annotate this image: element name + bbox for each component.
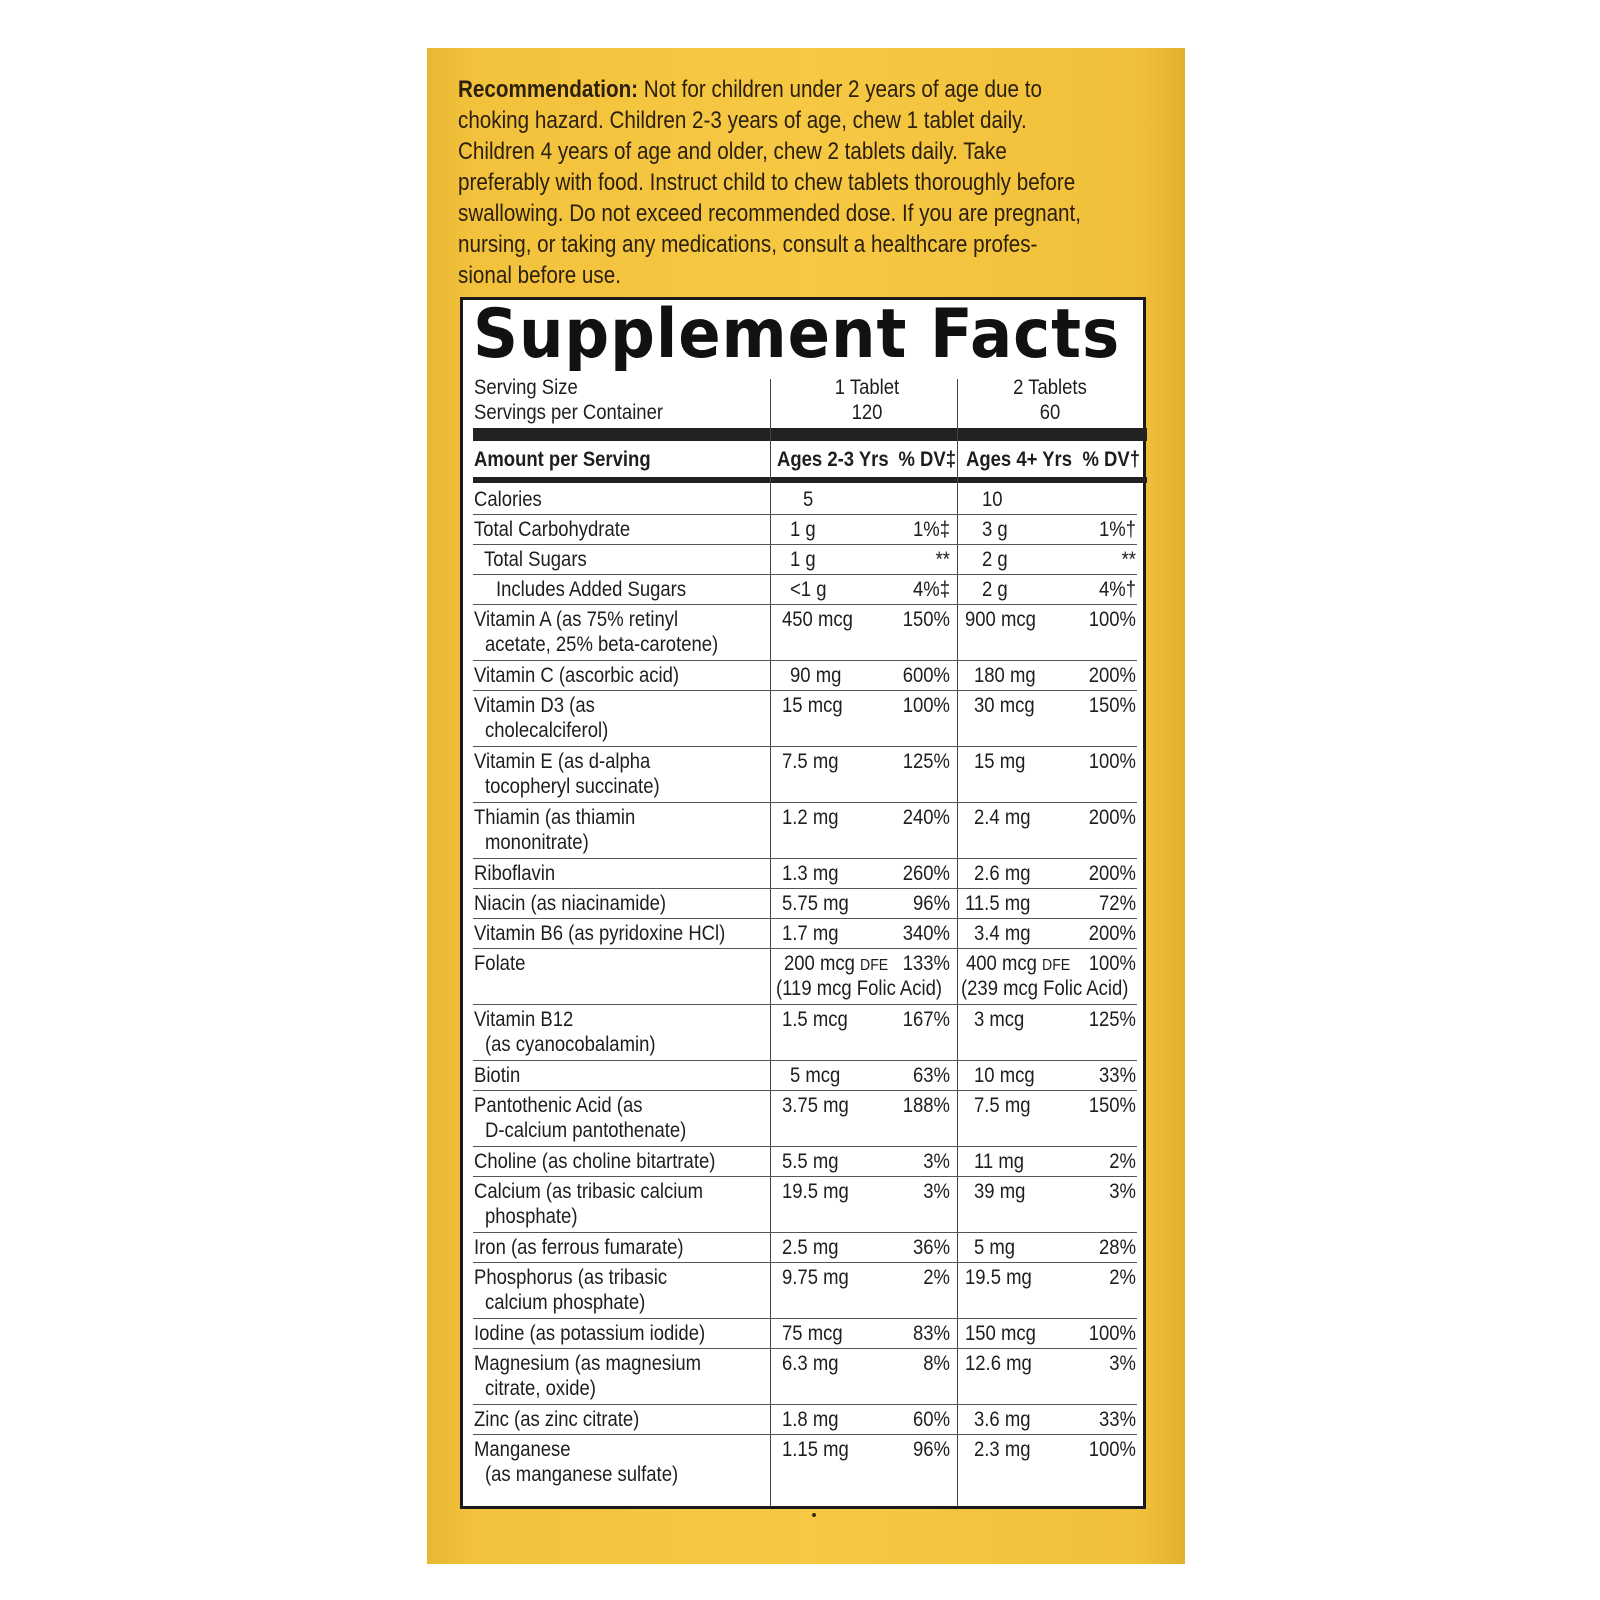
col2-amount: 2.4 mg xyxy=(974,806,1031,829)
recommendation-line: nursing, or taking any medications, consult a healthcare profes- xyxy=(458,231,1038,258)
row-divider xyxy=(473,1146,1137,1147)
nutrient-name: Pantothenic Acid (as xyxy=(474,1094,643,1117)
col1-dv: 3% xyxy=(923,1150,950,1173)
row-divider xyxy=(473,1348,1137,1349)
col2-amount: 3 g xyxy=(982,518,1008,541)
nutrient-name: Phosphorus (as tribasic xyxy=(474,1266,668,1289)
col2-dv: 100% xyxy=(1088,1438,1136,1461)
row-divider xyxy=(473,1434,1137,1435)
row-divider xyxy=(473,948,1137,949)
col1-dv: 3% xyxy=(923,1180,950,1203)
nutrient-name: Includes Added Sugars xyxy=(496,578,687,601)
col2-amount: 2 g xyxy=(982,548,1008,571)
col1-dv: 133% xyxy=(902,952,950,975)
row-divider xyxy=(473,1404,1137,1405)
col2-dv: 2% xyxy=(1109,1150,1136,1173)
col1-dv: 125% xyxy=(902,750,950,773)
nutrient-name: Riboflavin xyxy=(474,862,556,885)
thick-divider xyxy=(473,428,1147,441)
nutrient-name: (as manganese sulfate) xyxy=(485,1463,679,1486)
row-divider xyxy=(473,802,1137,803)
col2-dv: 100% xyxy=(1088,750,1136,773)
row-divider xyxy=(473,918,1137,919)
nutrient-name: Calcium (as tribasic calcium xyxy=(474,1180,704,1203)
col1-amount: 1 g xyxy=(790,518,816,541)
col2-folic-acid: (239 mcg Folic Acid) xyxy=(961,977,1129,1000)
row-divider xyxy=(473,574,1137,575)
col1-dv: 63% xyxy=(913,1064,950,1087)
row-divider xyxy=(473,1090,1137,1091)
col2-dv: 28% xyxy=(1099,1236,1136,1259)
col1-amount: 450 mcg xyxy=(782,608,853,631)
col1-amount: 5 xyxy=(803,488,814,511)
col1-amount: 1 g xyxy=(790,548,816,571)
col1-dv: 188% xyxy=(902,1094,950,1117)
col1-dv: 96% xyxy=(913,892,950,915)
row-divider xyxy=(473,604,1137,605)
col2-amount-unit: DFE xyxy=(1042,957,1071,974)
col1-dv: 60% xyxy=(913,1408,950,1431)
row-divider xyxy=(473,1232,1137,1233)
row-divider xyxy=(473,1004,1137,1005)
col2-dv: 125% xyxy=(1088,1008,1136,1031)
col1-dv: 1%‡ xyxy=(913,518,950,541)
row-divider xyxy=(473,660,1137,661)
col2-dv: 200% xyxy=(1088,806,1136,829)
nutrient-name: (as cyanocobalamin) xyxy=(485,1033,656,1056)
recommendation-text xyxy=(458,74,1178,291)
col2-amount: 11 mg xyxy=(974,1150,1024,1173)
nutrient-name: cholecalciferol) xyxy=(485,719,609,742)
row-divider xyxy=(473,544,1137,545)
col2-dv: 33% xyxy=(1099,1408,1136,1431)
col2-dv: 33% xyxy=(1099,1064,1136,1087)
col1-dv: 340% xyxy=(902,922,950,945)
recommendation-line: swallowing. Do not exceed recommended dose. If you are pregnant, xyxy=(458,200,1082,227)
col1-dv: 100% xyxy=(902,694,950,717)
col1-amount: 75 mcg xyxy=(782,1322,843,1345)
col2-dv-header: % DV† xyxy=(1082,448,1140,471)
nutrient-name: phosphate) xyxy=(485,1205,578,1228)
col2-amount: 10 mcg xyxy=(974,1064,1035,1087)
col2-amount: 10 xyxy=(982,488,1003,511)
nutrient-name: Folate xyxy=(474,952,526,975)
col1-amount-value: 200 mcg xyxy=(784,952,855,975)
nutrient-name: Biotin xyxy=(474,1064,521,1087)
col1-amount: 7.5 mg xyxy=(782,750,839,773)
nutrient-name: Choline (as choline bitartrate) xyxy=(474,1150,716,1173)
nutrient-name: acetate, 25% beta-carotene) xyxy=(485,633,719,656)
col1-amount: 1.5 mcg xyxy=(782,1008,848,1031)
col1-amount: 6.3 mg xyxy=(782,1352,839,1375)
col2-amount-value: 400 mcg xyxy=(966,952,1037,975)
col2-dv: 200% xyxy=(1088,862,1136,885)
row-divider xyxy=(473,1318,1137,1319)
nutrient-name: Vitamin B6 (as pyridoxine HCl) xyxy=(474,922,726,945)
col2-serving-size: 2 Tablets xyxy=(1013,376,1087,399)
col2-dv: 100% xyxy=(1088,608,1136,631)
col2-amount: 150 mcg xyxy=(965,1322,1036,1345)
col2-dv: 3% xyxy=(1109,1352,1136,1375)
col2-dv: 72% xyxy=(1099,892,1136,915)
nutrient-name: citrate, oxide) xyxy=(485,1377,596,1400)
col1-amount: 5.5 mg xyxy=(782,1150,839,1173)
nutrient-name: Vitamin E (as d-alpha xyxy=(474,750,651,773)
col1-amount: 1.2 mg xyxy=(782,806,839,829)
col1-amount: 1.7 mg xyxy=(782,922,839,945)
col2-amount: 3.6 mg xyxy=(974,1408,1031,1431)
col1-amount: 19.5 mg xyxy=(782,1180,849,1203)
col2-dv: 150% xyxy=(1088,1094,1136,1117)
col2-dv: 3% xyxy=(1109,1180,1136,1203)
nutrient-name: Niacin (as niacinamide) xyxy=(474,892,667,915)
row-divider xyxy=(473,1262,1137,1263)
col1-amount: 1.3 mg xyxy=(782,862,839,885)
col2-amount: 12.6 mg xyxy=(965,1352,1032,1375)
column-divider xyxy=(957,379,958,1506)
col1-dv: 260% xyxy=(902,862,950,885)
nutrient-name: Vitamin A (as 75% retinyl xyxy=(474,608,679,631)
col1-amount: 3.75 mg xyxy=(782,1094,849,1117)
col2-dv: ** xyxy=(1121,548,1136,571)
col2-dv: 100% xyxy=(1088,952,1136,975)
row-divider xyxy=(473,1060,1137,1061)
col1-dv: ** xyxy=(935,548,950,571)
col1-folic-acid: (119 mcg Folic Acid) xyxy=(776,977,943,1000)
col1-dv: 240% xyxy=(902,806,950,829)
nutrient-name: Vitamin D3 (as xyxy=(474,694,595,717)
col2-amount: 2.3 mg xyxy=(974,1438,1031,1461)
row-divider xyxy=(473,1176,1137,1177)
nutrient-name: Vitamin C (ascorbic acid) xyxy=(474,664,680,687)
nutrient-name: D-calcium pantothenate) xyxy=(485,1119,687,1142)
col1-serving-size: 1 Tablet xyxy=(834,376,900,399)
col1-dv: 167% xyxy=(902,1008,950,1031)
col2-dv: 100% xyxy=(1088,1322,1136,1345)
col2-amount: 2 g xyxy=(982,578,1008,601)
col2-amount: 5 mg xyxy=(974,1236,1016,1259)
col1-amount: 15 mcg xyxy=(782,694,843,717)
row-divider xyxy=(473,858,1137,859)
col1-amount: 9.75 mg xyxy=(782,1266,849,1289)
servings-per-container-label: Servings per Container xyxy=(474,401,664,424)
col1-amount: 90 mg xyxy=(790,664,842,687)
col1-dv: 36% xyxy=(913,1236,950,1259)
col2-header: Ages 4+ Yrs xyxy=(966,448,1072,471)
col2-amount: 3.4 mg xyxy=(974,922,1031,945)
col1-dv: 2% xyxy=(923,1266,950,1289)
col1-dv: 150% xyxy=(902,608,950,631)
col1-dv: 83% xyxy=(913,1322,950,1345)
nutrient-name: Iodine (as potassium iodide) xyxy=(474,1322,706,1345)
col1-header: Ages 2-3 Yrs xyxy=(777,448,889,471)
col1-amount: <1 g xyxy=(790,578,827,601)
serving-size-label: Serving Size xyxy=(474,376,578,399)
col1-amount: 1.8 mg xyxy=(782,1408,839,1431)
recommendation-line: Children 4 years of age and older, chew 2 tablets daily. Take xyxy=(458,138,1007,165)
col1-amount: 5 mcg xyxy=(790,1064,841,1087)
col2-amount: 900 mcg xyxy=(965,608,1036,631)
nutrient-name: Total Carbohydrate xyxy=(474,518,631,541)
nutrient-name: Calories xyxy=(474,488,542,511)
col2-servings: 60 xyxy=(1039,401,1061,424)
row-divider xyxy=(473,888,1137,889)
medium-divider xyxy=(473,477,1147,483)
column-divider xyxy=(770,379,771,1506)
recommendation-line: Not for children under 2 years of age due to xyxy=(638,76,1042,103)
nutrient-name: Magnesium (as magnesium xyxy=(474,1352,701,1375)
col1-dv: 96% xyxy=(913,1438,950,1461)
col1-dv: 4%‡ xyxy=(913,578,950,601)
col2-dv: 200% xyxy=(1088,922,1136,945)
nutrient-name: tocopheryl succinate) xyxy=(485,775,660,798)
recommendation-line: preferably with food. Instruct child to chew tablets thoroughly before xyxy=(458,169,1076,196)
row-divider xyxy=(473,690,1137,691)
col2-amount: 15 mg xyxy=(974,750,1026,773)
col2-dv: 150% xyxy=(1088,694,1136,717)
col2-amount: 7.5 mg xyxy=(974,1094,1031,1117)
col1-amount: 5.75 mg xyxy=(782,892,849,915)
col2-amount: 19.5 mg xyxy=(965,1266,1032,1289)
recommendation-line: choking hazard. Children 2-3 years of age, chew 1 tablet daily. xyxy=(458,107,1027,134)
nutrient-name: mononitrate) xyxy=(485,831,589,854)
row-divider xyxy=(473,514,1137,515)
col2-dv: 200% xyxy=(1088,664,1136,687)
print-dot xyxy=(812,1513,816,1517)
col1-amount: 2.5 mg xyxy=(782,1236,839,1259)
recommendation-line: sional before use. xyxy=(458,262,621,289)
col2-amount: 180 mg xyxy=(974,664,1036,687)
nutrient-name: Manganese xyxy=(474,1438,571,1461)
col2-dv: 4%† xyxy=(1099,578,1136,601)
nutrient-name: Total Sugars xyxy=(484,548,587,571)
col2-amount: 3 mcg xyxy=(974,1008,1025,1031)
col2-amount: 2.6 mg xyxy=(974,862,1031,885)
nutrient-name: Iron (as ferrous fumarate) xyxy=(474,1236,684,1259)
col1-amount-unit: DFE xyxy=(860,957,889,974)
col1-dv-header: % DV‡ xyxy=(898,448,956,471)
col2-amount: 39 mg xyxy=(974,1180,1026,1203)
col2-dv: 2% xyxy=(1109,1266,1136,1289)
recommendation-heading: Recommendation: xyxy=(458,76,639,103)
col2-dv: 1%† xyxy=(1099,518,1136,541)
nutrient-name: calcium phosphate) xyxy=(485,1291,646,1314)
supplement-facts-title: Supplement Facts xyxy=(473,295,1121,374)
nutrient-name: Zinc (as zinc citrate) xyxy=(474,1408,640,1431)
col2-amount: 11.5 mg xyxy=(965,892,1031,915)
col1-servings: 120 xyxy=(851,401,883,424)
nutrient-name: Vitamin B12 xyxy=(474,1008,574,1031)
nutrient-name: Thiamin (as thiamin xyxy=(474,806,636,829)
row-divider xyxy=(473,746,1137,747)
amount-per-serving-header: Amount per Serving xyxy=(474,448,651,471)
col1-dv: 8% xyxy=(923,1352,950,1375)
col1-dv: 600% xyxy=(902,664,950,687)
col2-amount: 30 mcg xyxy=(974,694,1035,717)
col1-amount: 1.15 mg xyxy=(782,1438,849,1461)
